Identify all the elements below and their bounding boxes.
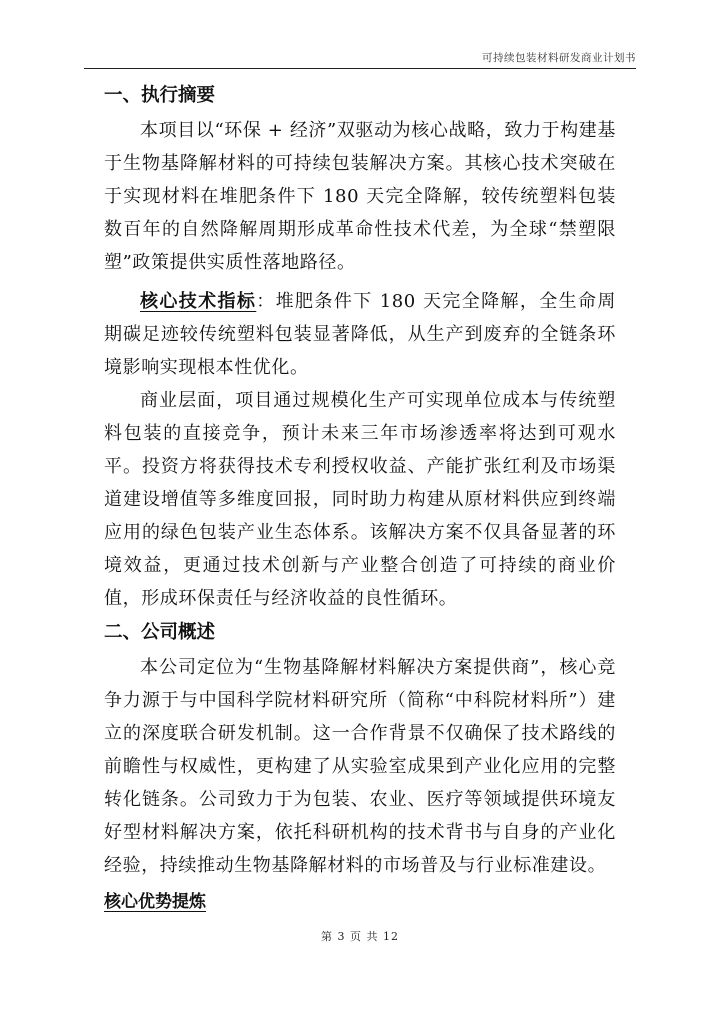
paragraph-commercial: 商业层面，项目通过规模化生产可实现单位成本与传统塑料包装的直接竞争，预计未来三年市场渗透率将达到可观水平。投资方将获得技术专利授权收益、产能扩张红利及市场渠道建设增值等多维度回报，同时助力构建从原材料供应到终端应用的绿色包装产业生态体系。该解决方案不仅具备显著的环境效益，更通过技术创新与产业整合创造了可持续的商业价值，形成环保责任与经济收益的良性循环。 bbox=[104, 390, 616, 609]
paragraph-intro: 本项目以“环保 + 经济”双驱动为核心战略，致力于构建基于生物基降解材料的可持续包装解决方案。其核心技术突破在于实现材料在堆肥条件下 180 天完全降解，较传统塑料包装数百年的自然降解周期形成革命性技术代差，为全球“禁塑限塑”政策提供实质性落地路径。 bbox=[104, 120, 616, 273]
page-content bbox=[104, 78, 616, 920]
paragraph-company: 本公司定位为“生物基降解材料解决方案提供商”，核心竞争力源于与中国科学院材料研究所（简称“中科院材料所”）建立的深度联合研发机制。这一合作背景不仅确保了技术路线的前瞻性与权威性，更构建了从实验室成果到产业化应用的完整转化链条。公司致力于为包装、农业、医疗等领域提供环境友好型材料解决方案，依托科研机构的技术背书与自身的产业化经验，持续推动生物基降解材料的市场普及与行业标准建设。 bbox=[104, 657, 616, 876]
header-rule bbox=[84, 68, 636, 69]
section-heading-executive-summary: 一、执行摘要 bbox=[104, 85, 216, 106]
subheading-core-advantages: 核心优势提炼 bbox=[104, 892, 206, 912]
paragraph-core-metrics bbox=[104, 285, 616, 384]
page-number: 第 3 页 共 12 bbox=[321, 930, 399, 943]
core-metrics-text: ：堆肥条件下 180 天完全降解，全生命周期碳足迹较传统塑料包装显著降低，从生产到废弃的全链条环境影响实现根本性优化。 bbox=[104, 291, 616, 378]
core-metrics-label: 核心技术指标 bbox=[140, 291, 257, 312]
running-header: 可持续包装材料研发商业计划书 bbox=[482, 52, 636, 64]
section-heading-company-overview: 二、公司概述 bbox=[104, 622, 216, 643]
